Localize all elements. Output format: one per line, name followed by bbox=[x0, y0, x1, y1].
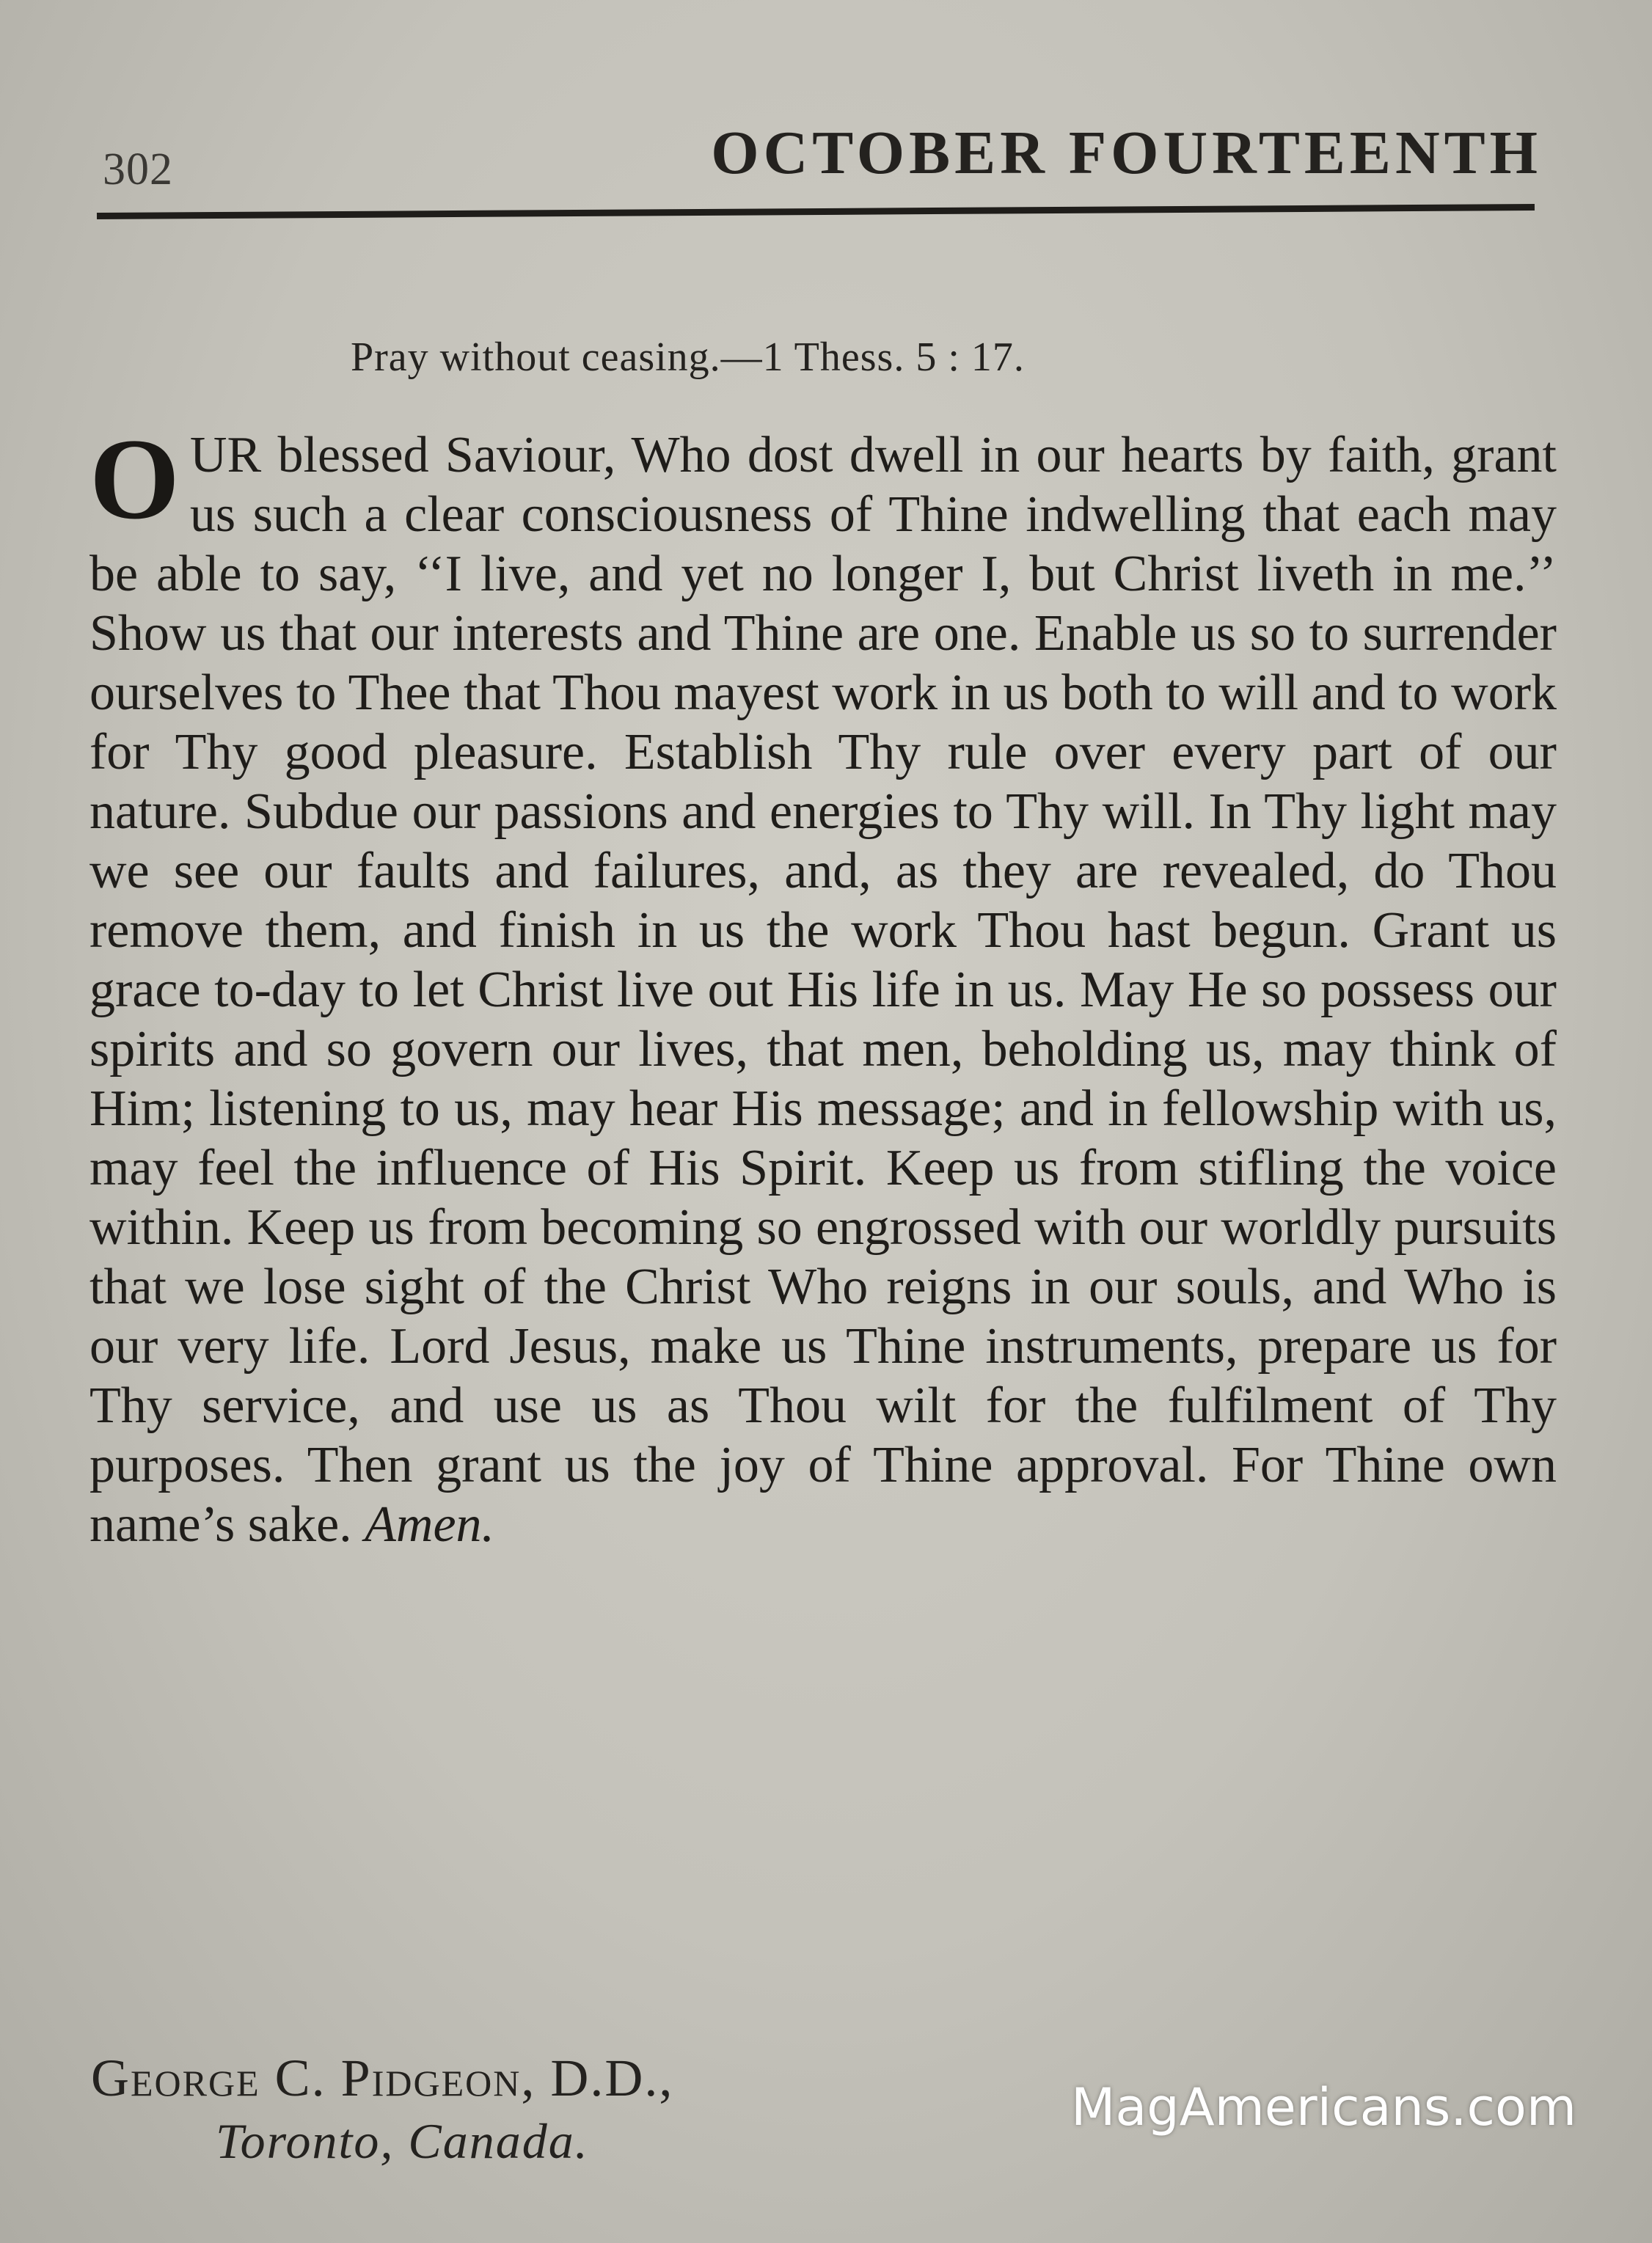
page-number: 302 bbox=[103, 144, 173, 194]
header-rule bbox=[97, 204, 1535, 219]
drop-cap: O bbox=[89, 415, 180, 544]
prayer-text bbox=[89, 415, 1557, 1554]
prayer-body: UR blessed Saviour, Who dost dwell in our hearts by faith, grant us such a clear consciousness of Thine indwelling that each may be able to say, ‘‘I live, and yet no longer I, but Christ liveth in me.’’ Show us that our interests and Thine are one. Enable us so to surrender ourselves to Thee that Thou mayest work in us both to will and to work for Thy good pleasure. Establish Thy rule over every part of our nature. Subdue our passions and energies to Thy will. In Thy light may we see our faults and failures, and, as they are revealed, do Thou remove them, and finish in us the work Thou hast begun. Grant us grace to-day to let Christ live out His life in us. May He so possess our spirits and so govern our lives, that men, beholding us, may think of Him; listening to us, may hear His message; and in fellowship with us, may feel the influence of His Spirit. Keep us from stifling the voice within. Keep us from becoming so engrossed with our worldly pursuits that we lose sight of the Christ Who reigns in our souls, and Who is our very life. Lord Jesus, make us Thine instruments, prepare us for Thy service, and use us as Thou wilt for the fulfilment of Thy purposes. Then grant us the joy of Thine approval. For Thine own name’s sake. bbox=[89, 427, 1557, 1553]
page-title: OCTOBER FOURTEENTH bbox=[711, 119, 1542, 187]
scripture-verse: Pray without ceasing.—1 Thess. 5 : 17. bbox=[351, 334, 1025, 380]
author-place: Toronto, Canada. bbox=[216, 2113, 589, 2169]
prayer-closing: Amen. bbox=[365, 1496, 495, 1553]
author-name: George C. Pidgeon, D.D., bbox=[91, 2049, 674, 2107]
watermark: MagAmericans.com bbox=[1071, 2077, 1577, 2137]
